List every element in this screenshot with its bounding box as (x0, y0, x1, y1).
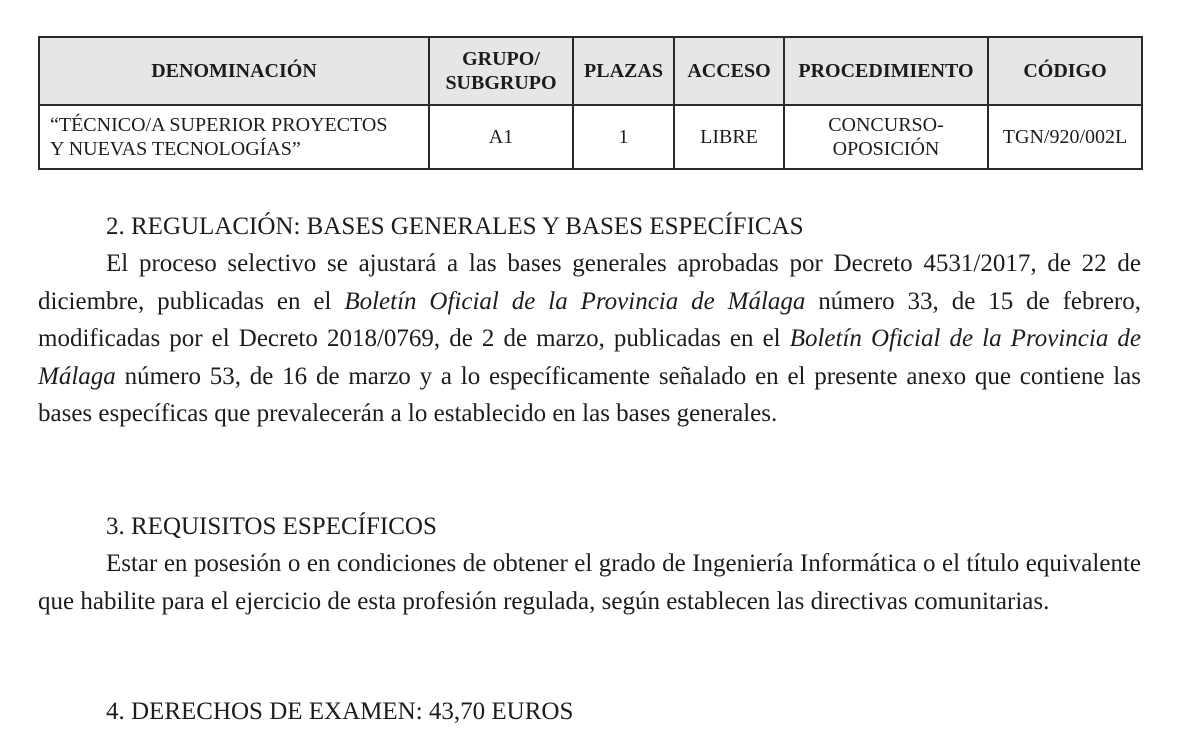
section-2-text-c: número 53, de 16 de marzo y a lo específicamente señalado en el presente anexo que contiene las bases específicas que prevalecerán a lo establecido en las bases generales. (38, 362, 1141, 427)
section-2-paragraph (38, 245, 1141, 433)
table-row (39, 105, 1142, 169)
header-acceso: ACCESO (674, 37, 784, 105)
section-2-italic-a: Boletín Oficial de la Provincia de Málaga (344, 287, 806, 315)
cell-denominacion-line1: “TÉCNICO/A SUPERIOR PROYECTOS (50, 114, 388, 136)
header-grupo-line2: SUBGRUPO (445, 72, 557, 94)
header-grupo (429, 37, 573, 105)
section-3-paragraph: Estar en posesión o en condiciones de obtener el grado de Ingeniería Informática o el título equivalente que habilite para el ejercicio de esta profesión regulada, según establecen las directivas comunitarias. (38, 550, 1141, 615)
header-procedimiento: PROCEDIMIENTO (784, 37, 988, 105)
table-header-row (39, 37, 1142, 105)
cell-plazas: 1 (573, 105, 674, 169)
document-page (38, 36, 1141, 170)
section-regulacion (38, 208, 1141, 433)
header-plazas: PLAZAS (573, 37, 674, 105)
cell-procedimiento-line2: OPOSICIÓN (832, 138, 940, 160)
cell-denominacion (39, 105, 429, 169)
section-3-heading: 3. REQUISITOS ESPECÍFICOS (106, 513, 437, 540)
section-derechos (38, 693, 1141, 730)
cell-codigo: TGN/920/002L (988, 105, 1142, 169)
cell-procedimiento (784, 105, 988, 169)
header-denominacion: DENOMINACIÓN (39, 37, 429, 105)
cell-grupo: A1 (429, 105, 573, 169)
plazas-table (38, 36, 1143, 170)
cell-procedimiento-line1: CONCURSO- (828, 114, 944, 136)
section-2-italic-b: Boletín Oficial de la Provincia de Málaga (38, 325, 1142, 390)
section-2-text-b: número 33, de 15 de febrero, modificadas por el Decreto 2018/0769, de 2 de marzo, publicadas en el (38, 287, 1141, 352)
cell-acceso: LIBRE (674, 105, 784, 169)
header-codigo: CÓDIGO (988, 37, 1142, 105)
header-grupo-line1: GRUPO/ (462, 48, 540, 70)
cell-denominacion-line2: Y NUEVAS TECNOLOGÍAS” (50, 138, 301, 160)
section-4-heading: 4. DERECHOS DE EXAMEN: 43,70 EUROS (106, 698, 574, 725)
section-requisitos (38, 508, 1141, 620)
section-2-heading: 2. REGULACIÓN: BASES GENERALES Y BASES ESPECÍFICAS (106, 213, 804, 240)
section-2-text-a: El proceso selectivo se ajustará a las bases generales aprobadas por Decreto 4531/2017, de 22 de diciembre, publicadas en el (38, 250, 1141, 315)
